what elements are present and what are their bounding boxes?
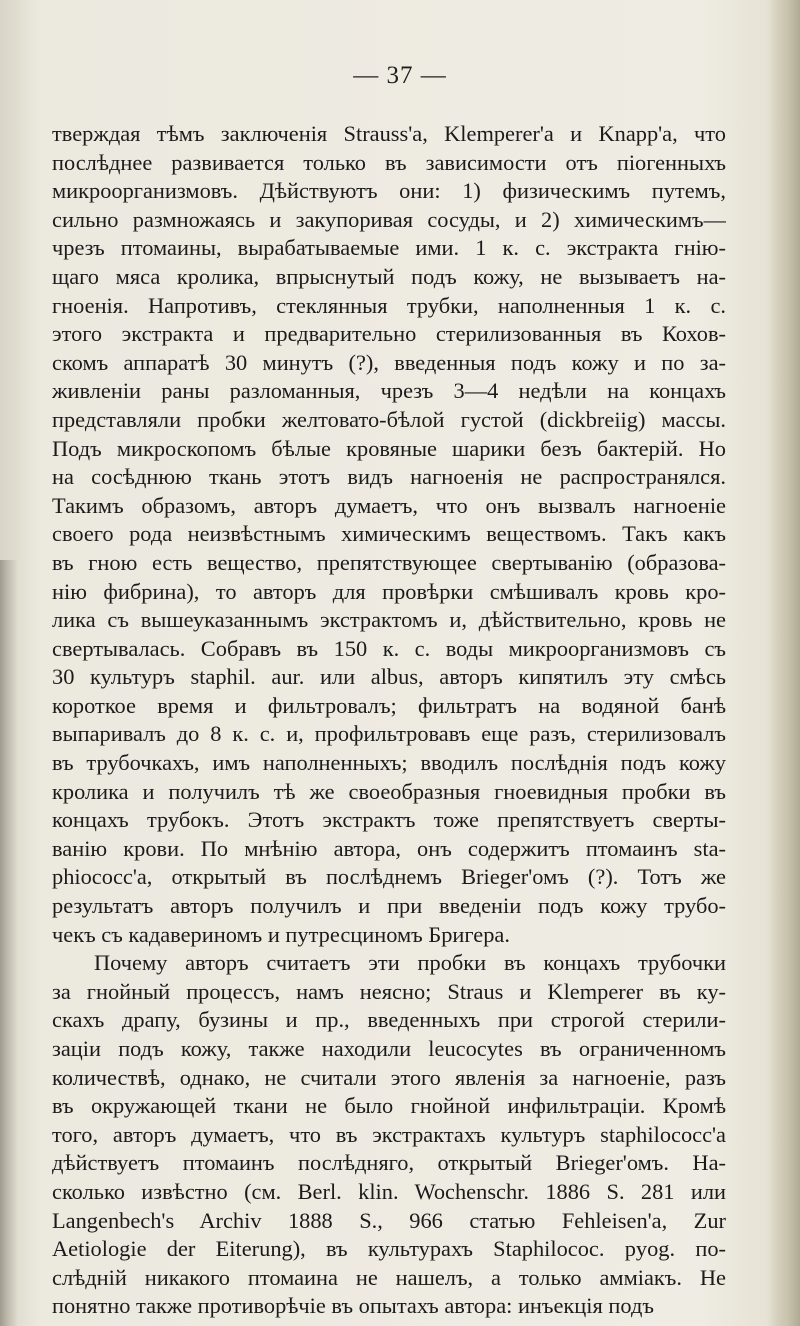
- text-line: послѣднее развивается только въ зависимости отъ піогенныхъ: [52, 149, 726, 175]
- text-line: въ окружающей ткани не было гнойной инфильтраціи. Кромѣ: [52, 1093, 726, 1119]
- text-line: сколько извѣстно (см. Berl. klin. Wochenschr. 1886 S. 281 или: [52, 1178, 726, 1204]
- text-line: концахъ трубокъ. Этотъ экстрактъ тоже препятствуетъ сверты-: [52, 807, 726, 833]
- text-line: тверждая тѣмъ заключенія Strauss'а, Klemperer'а и Knарр'а, что: [52, 121, 726, 146]
- text-line: phiococc'а, открытый въ послѣднемъ Brieger'омъ (?). Тотъ же: [52, 864, 726, 890]
- text-line: 30 культуръ staphil. aur. или albus, авторъ кипятилъ эту смѣсь: [52, 664, 726, 690]
- page-edge-shadow: [766, 0, 800, 1326]
- text-line: представляли пробки желтовато-бѣлой густой (dickbreiig) массы.: [52, 406, 726, 432]
- text-line: въ трубочкахъ, имъ наполненныхъ; вводилъ послѣднія подъ кожу: [52, 750, 726, 776]
- text-line: слѣдній никакого птомаина не нашелъ, а только амміакъ. Не: [52, 1264, 726, 1290]
- text-line: скомъ аппаратѣ 30 минутъ (?), введенныя подъ кожу и по за-: [52, 349, 726, 375]
- text-line: въ гною есть вещество, препятствующее свертыванію (образова-: [52, 549, 726, 575]
- page-binding-shadow: [0, 560, 18, 1326]
- text-line: чекъ съ кадавериномъ и путресциномъ Бригера.: [52, 921, 510, 947]
- text-line: ванію крови. По мнѣнію автора, онъ содержитъ птомаинъ sta-: [52, 835, 726, 861]
- text-line: скахъ драпу, бузины и пр., введенныхъ при строгой стерили-: [52, 1007, 726, 1033]
- text-line: свертывалась. Собравъ въ 150 к. с. воды микроорганизмовъ съ: [52, 635, 726, 661]
- page-number: — 37 —: [353, 62, 447, 89]
- text-line: короткое время и фильтровалъ; фильтратъ на водяной банѣ: [52, 692, 726, 718]
- text-line: сильно размножаясь и закупоривая сосуды, и 2) химическимъ—: [52, 206, 726, 232]
- text-line: выпаривалъ до 8 к. с. и, профильтровавъ еще разъ, стерилизовалъ: [52, 721, 726, 747]
- text-line: Langenbech's Archiv 1888 S., 966 статью Fehleisen'а, Zur: [52, 1207, 726, 1233]
- text-line: Почему авторъ считаетъ эти пробки въ концахъ трубочки: [94, 950, 726, 976]
- text-line: за гнойный процессъ, намъ неясно; Straus и Klemperer въ ку-: [52, 978, 726, 1004]
- text-line: Подъ микроскопомъ бѣлые кровяные шарики безъ бактерій. Но: [52, 435, 726, 461]
- text-line: Aetiologie der Eiterung), въ культурахъ Staphilococ. pyog. по-: [52, 1236, 726, 1262]
- text-line: этого экстракта и предварительно стерилизованныя въ Кохов-: [52, 321, 726, 347]
- text-line: своего рода неизвѣстнымъ химическимъ веществомъ. Такъ какъ: [52, 521, 726, 547]
- text-line: того, авторъ думаетъ, что въ экстрактахъ культуръ staphilococc'а: [52, 1121, 726, 1147]
- text-line: лика съ вышеуказаннымъ экстрактомъ и, дѣйствительно, кровь не: [52, 607, 726, 633]
- text-line: Такимъ образомъ, авторъ думаетъ, что онъ вызвалъ нагноеніе: [52, 492, 726, 518]
- text-line: микроорганизмовъ. Дѣйствуютъ они: 1) физическимъ путемъ,: [52, 178, 726, 204]
- text-line: заціи подъ кожу, также находили leucocytes въ ограниченномъ: [52, 1036, 726, 1061]
- text-line: живленіи раны разломанныя, чрезъ 3—4 недѣли на концахъ: [52, 378, 726, 404]
- body-text: [52, 120, 726, 1321]
- text-line: чрезъ птомаины, вырабатываемые ими. 1 к. с. экстракта гнію-: [52, 235, 726, 261]
- text-line: результатъ авторъ получилъ и при введеніи подъ кожу трубо-: [52, 893, 726, 919]
- text-line: щаго мяса кролика, впрыснутый подъ кожу, не вызываетъ на-: [52, 263, 726, 289]
- text-line: кролика и получилъ тѣ же своеобразныя гноевидныя пробки въ: [52, 778, 726, 804]
- text-line: дѣйствуетъ птомаинъ послѣдняго, открытый Brieger'омъ. На-: [52, 1150, 726, 1176]
- text-line: понятно также противорѣчіе въ опытахъ автора: инъекція подъ: [52, 1293, 654, 1319]
- text-line: количествѣ, однако, не считали этого явленія за нагноеніе, разъ: [52, 1064, 726, 1090]
- text-line: нію фибрина), то авторъ для провѣрки смѣшивалъ кровь кро-: [52, 578, 726, 604]
- text-line: гноенія. Напротивъ, стеклянныя трубки, наполненныя 1 к. с.: [52, 292, 726, 318]
- text-line: на сосѣднюю ткань этотъ видъ нагноенія не распространялся.: [52, 464, 726, 490]
